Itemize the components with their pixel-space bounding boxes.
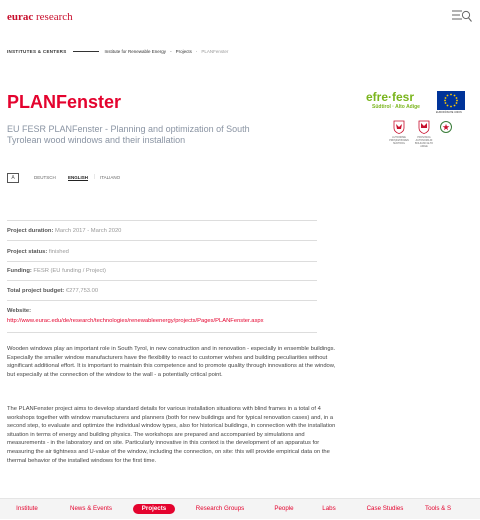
project-duration: Project duration: March 2017 - March 2020 bbox=[7, 228, 122, 234]
nav-people[interactable]: People bbox=[274, 505, 294, 512]
lang-deutsch[interactable]: DEUTSCH bbox=[34, 175, 56, 180]
breadcrumb-root[interactable]: INSTITUTES & CENTERS bbox=[7, 49, 67, 54]
nav-projects[interactable]: Projects bbox=[133, 504, 175, 514]
description-paragraph-1: Wooden windows play an important role in South Tyrol, in new construction and in renovation - especially in ensemble buildings. Especially the smaller window manufacturers have the flexibility to react to customer wishes and building peculiarities without significant additional effort. It is important to maintain this competence and to promote quality through innovations at the window, but especially at the connection of the window to the wall - a potentially critical point. bbox=[7, 346, 336, 378]
divider bbox=[7, 220, 317, 221]
project-funding: Funding: FESR (EU funding / Project) bbox=[7, 268, 106, 274]
divider bbox=[7, 332, 317, 333]
eu-caption: EUROPÄISCHE UNION bbox=[436, 111, 462, 114]
divider bbox=[7, 300, 317, 301]
nav-case-studies[interactable]: Case Studies bbox=[366, 505, 404, 512]
south-tyrol-coat-of-arms-icon bbox=[393, 120, 405, 134]
eurac-research-logo[interactable]: eurac research bbox=[7, 11, 73, 23]
page-subtitle: EU FESR PLANFenster - Planning and optimization of South Tyrolean wood windows and their installation bbox=[7, 124, 250, 145]
breadcrumb-institute[interactable]: Institute for Renewable Energy bbox=[104, 49, 167, 54]
website-link[interactable]: http://www.eurac.edu/de/research/technologies/renewableenergy/projects/Pages/PLANFenster.aspx bbox=[7, 318, 264, 324]
language-icon[interactable]: A bbox=[7, 173, 19, 183]
eu-flag-icon bbox=[437, 91, 465, 110]
nav-research-groups[interactable]: Research Groups bbox=[195, 505, 245, 512]
nav-tools[interactable]: Tools & S bbox=[425, 505, 452, 512]
breadcrumb-divider bbox=[73, 51, 99, 52]
trentino-coat-of-arms-icon bbox=[418, 120, 430, 134]
province-label-right: PROVINCIA AUTONOMA DI BOLZANO ALTO ADIGE bbox=[415, 136, 433, 148]
efre-brand: efre·fesr bbox=[366, 90, 415, 104]
page-title: PLANFenster bbox=[7, 92, 122, 112]
project-budget: Total project budget: €277,753.00 bbox=[7, 288, 99, 294]
divider bbox=[7, 240, 317, 241]
divider bbox=[7, 280, 317, 281]
breadcrumb: INSTITUTES & CENTERS Institute for Renewable Energy - Projects · PLANFenster bbox=[7, 49, 229, 54]
divider bbox=[7, 261, 317, 262]
efre-region: Südtirol · Alto Adige bbox=[372, 104, 420, 110]
website-label: Website: bbox=[7, 308, 32, 314]
nav-news-events[interactable]: News & Events bbox=[70, 505, 112, 512]
description-paragraph-2: The PLANFenster project aims to develop standard details for various installation situations with blind frames in a total of 4 workshops together with window manufacturers and planners (both for new buildings and for typical renovation cases) and, in a second step, to evaluate and optimize the individual window types, also for historical buildings, in connection with the installation situation in terms of energy and building physics. The workshops are prepared and accompanied by simulations and measurements - in the laboratory and on site. Particularly innovative in this context is the development of an apparatus for measuring the air tightness and U-value of the window, including the connection, on site: this will provide empirical data on the thermal behavior of the installed windows for the first time. bbox=[7, 406, 336, 464]
breadcrumb-current: PLANFenster bbox=[201, 49, 229, 54]
website-link-row bbox=[7, 318, 264, 324]
lang-italiano[interactable]: ITALIANO bbox=[100, 175, 121, 180]
breadcrumb-section[interactable]: Projects bbox=[175, 49, 192, 54]
bottom-navigation bbox=[0, 498, 480, 519]
nav-institute[interactable]: Institute bbox=[16, 505, 38, 512]
nav-labs[interactable]: Labs bbox=[322, 505, 336, 512]
search-menu-icon[interactable] bbox=[452, 9, 472, 23]
province-label-left: AUTONOME PROVINZ BOZEN SÜDTIROL bbox=[389, 136, 409, 145]
italian-republic-emblem-icon bbox=[440, 120, 452, 134]
project-status: Project status: finished bbox=[7, 249, 69, 255]
lang-english[interactable]: ENGLISH bbox=[68, 175, 89, 180]
